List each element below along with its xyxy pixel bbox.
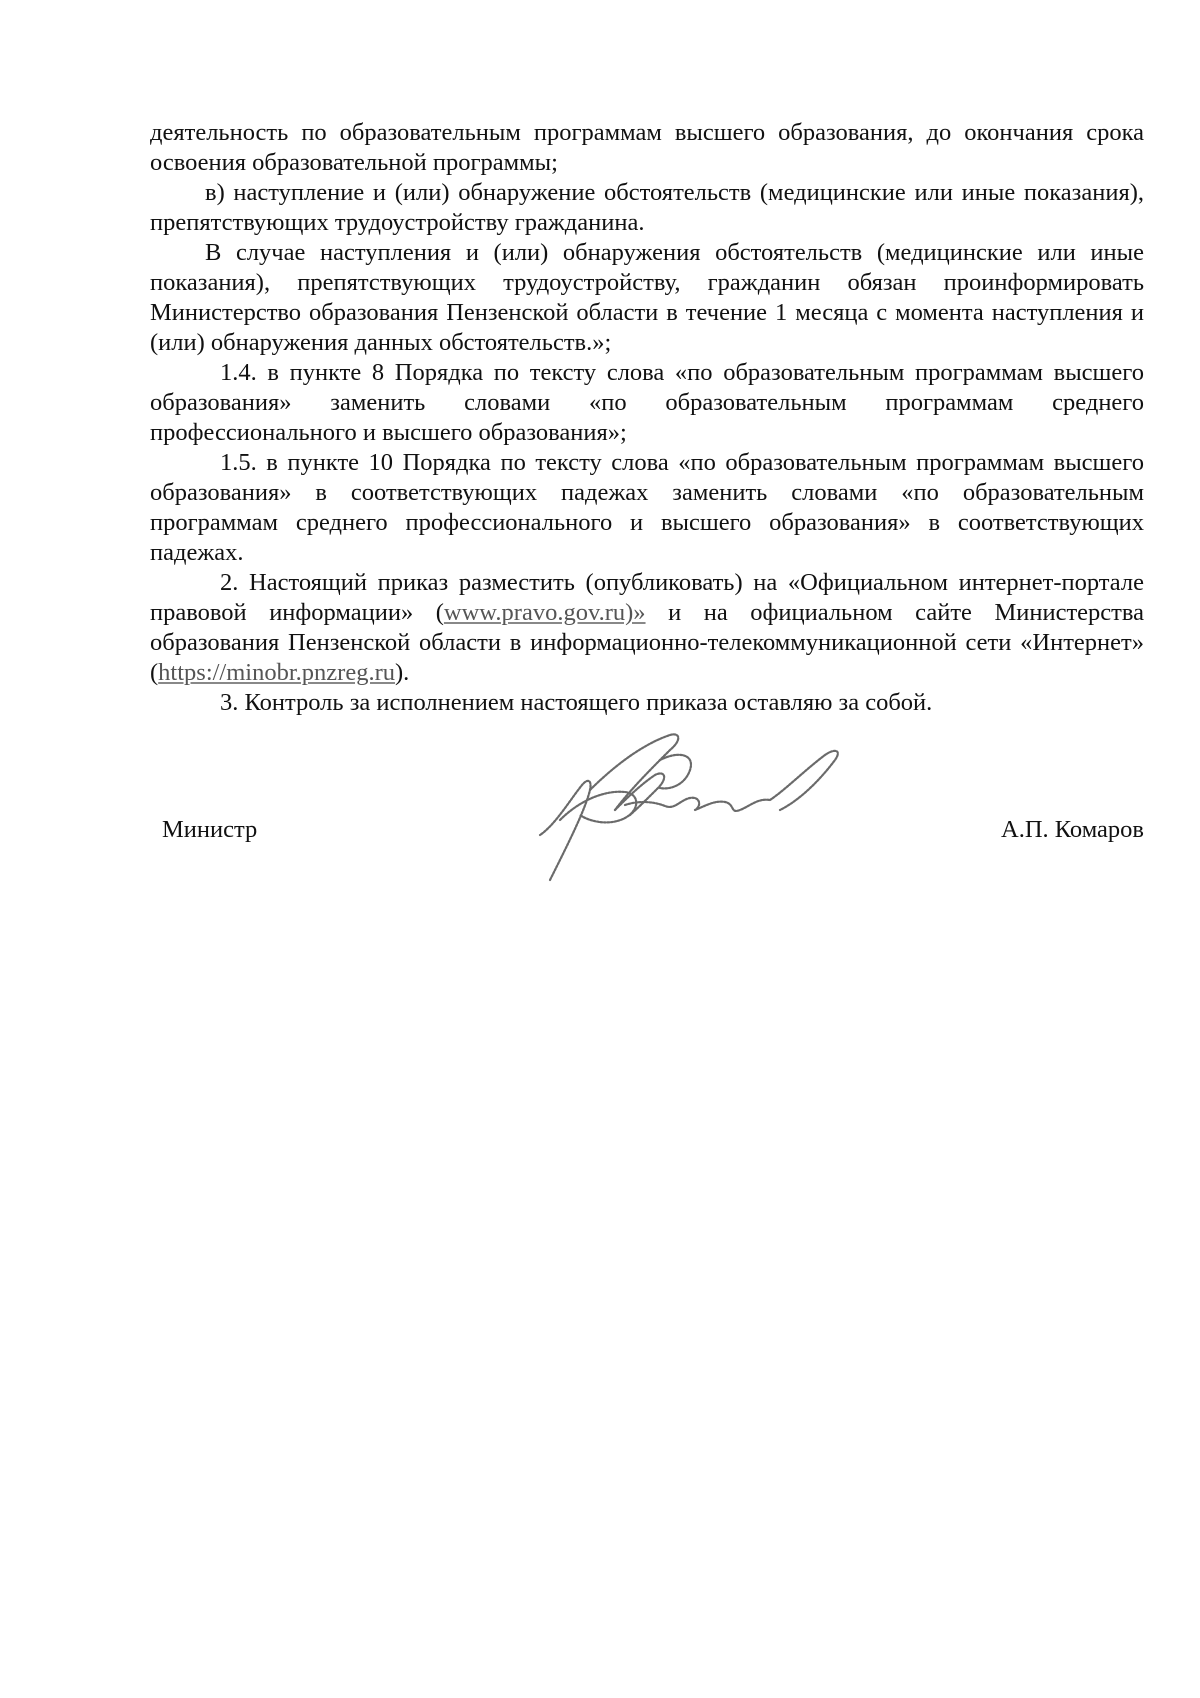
- paragraph-notice: В случае наступления и (или) обнаружения обстоятельств (медицинские или иные показания), препятствующих трудоустройству, гражданин обязан проинформировать Министерство образования Пензенской области в течение 1 месяца с момента наступления и (или) обнаружения данных обстоятельств.»;: [150, 239, 1144, 356]
- paragraph-continuation: деятельность по образовательным программам высшего образования, до окончания срока освоения образовательной программы;: [150, 119, 1144, 176]
- paragraph-2-text-middle: и на официальном сайте Министерства образования Пензенской области в информационно-телекоммуникационной сети «Интернет» (: [150, 599, 1144, 686]
- signature-block: [150, 815, 1144, 855]
- signer-position: Министр: [162, 816, 258, 843]
- document-body: [150, 118, 1144, 718]
- paragraph-item-v: в) наступление и (или) обнаружение обстоятельств (медицинские или иные показания), препятствующих трудоустройству гражданина.: [150, 179, 1144, 236]
- paragraph-3-control: 3. Контроль за исполнением настоящего приказа оставляю за собой.: [220, 689, 933, 716]
- paragraph-1-4: 1.4. в пункте 8 Порядка по тексту слова «по образовательным программам высшего образования» заменить словами «по образовательным программам среднего профессионального и высшего образования»;: [150, 359, 1144, 446]
- pravo-link[interactable]: www.pravo.gov.ru)»: [443, 599, 646, 626]
- minobr-link[interactable]: https://minobr.pnzreg.ru: [158, 659, 395, 686]
- paragraph-2-text-end: ).: [394, 659, 410, 686]
- signer-name: А.П. Комаров: [1001, 816, 1144, 843]
- handwritten-signature: [530, 730, 870, 890]
- paragraph-2-text-start: 2. Настоящий приказ разместить (опубликовать) на «Официальном интернет-портале правовой информации» (: [150, 569, 1144, 626]
- paragraph-2-publication: [150, 568, 1144, 688]
- paragraph-1-5: 1.5. в пункте 10 Порядка по тексту слова «по образовательным программам высшего образования» в соответствующих падежах заменить словами «по образовательным программам среднего профессионального и высшего образования» в соответствующих падежах.: [150, 449, 1144, 566]
